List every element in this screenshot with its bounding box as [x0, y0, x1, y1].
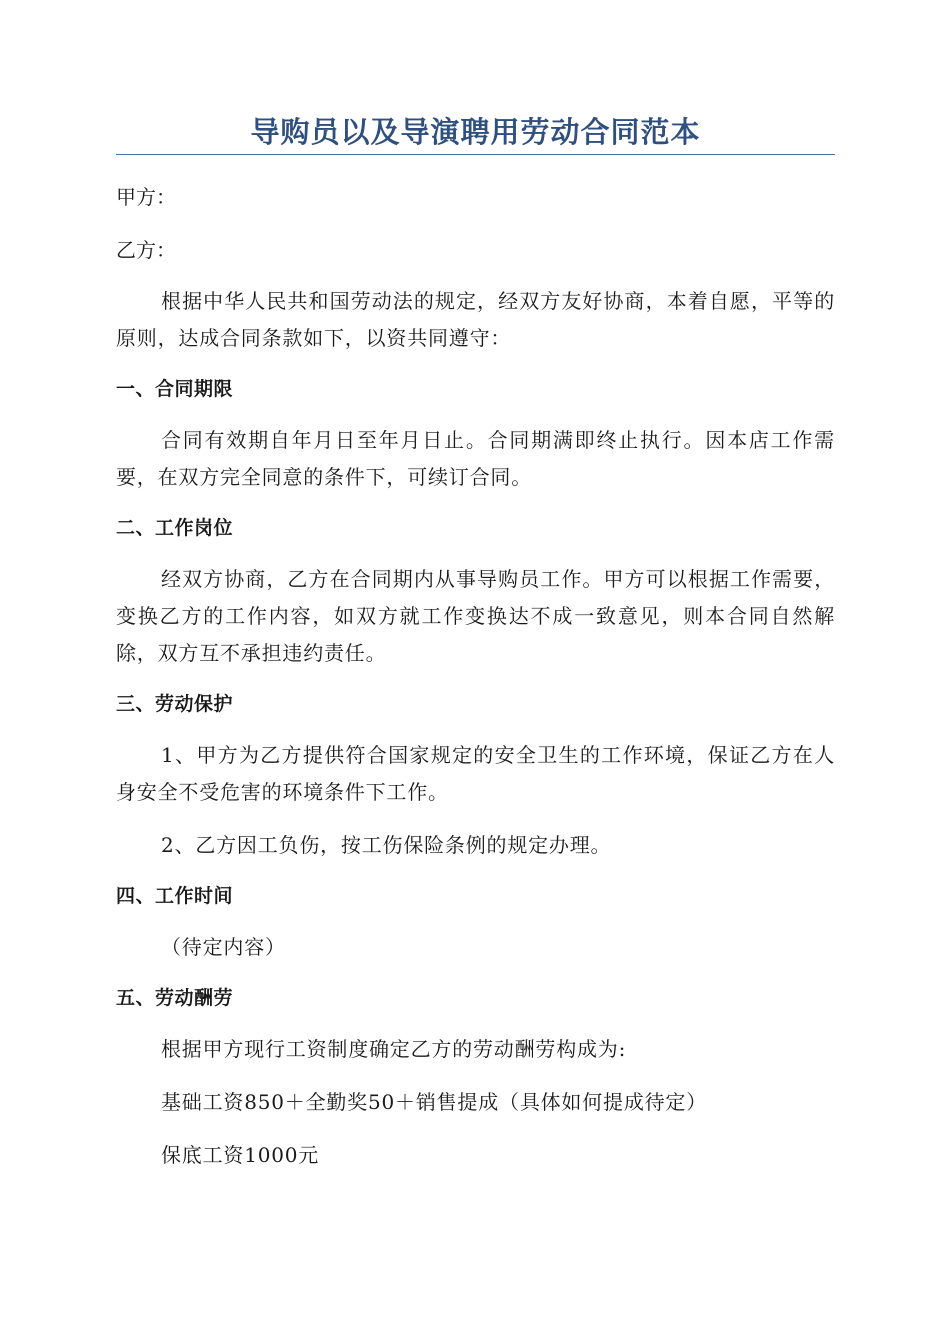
intro-paragraph: 根据中华人民共和国劳动法的规定，经双方友好协商，本着自愿，平等的原则，达成合同条款如下，以资共同遵守：: [116, 289, 835, 350]
section-pay-paragraph-1: 根据甲方现行工资制度确定乙方的劳动酬劳构成为:: [161, 1037, 627, 1061]
section-heading-term: 一、合同期限: [116, 378, 234, 400]
section-heading-protection: 三、劳动保护: [116, 693, 234, 715]
document-page: [116, 112, 835, 1174]
section-term-paragraph: 合同有效期自年月日至年月日止。合同期满即终止执行。因本店工作需要，在双方完全同意的条件下，可续订合同。: [116, 428, 835, 489]
document-title: 导购员以及导演聘用劳动合同范本: [116, 112, 835, 155]
section-heading-position: 二、工作岗位: [116, 517, 234, 539]
section-hours-paragraph: （待定内容）: [161, 935, 286, 959]
party-a-label: 甲方：: [116, 185, 176, 209]
section-protection-paragraph-1: 1、甲方为乙方提供符合国家规定的安全卫生的工作环境，保证乙方在人身安全不受危害的环境条件下工作。: [116, 743, 835, 804]
section-position-paragraph: 经双方协商，乙方在合同期内从事导购员工作。甲方可以根据工作需要，变换乙方的工作内容，如双方就工作变换达不成一致意见，则本合同自然解除，双方互不承担违约责任。: [116, 567, 835, 665]
section-pay-paragraph-3: 保底工资1000元: [161, 1143, 320, 1167]
section-heading-hours: 四、工作时间: [116, 885, 234, 907]
section-pay-paragraph-2: 基础工资850＋全勤奖50＋销售提成（具体如何提成待定）: [161, 1090, 708, 1114]
section-heading-pay: 五、劳动酬劳: [116, 987, 234, 1009]
section-protection-paragraph-2: 2、乙方因工负伤，按工伤保险条例的规定办理。: [161, 833, 612, 857]
party-b-label: 乙方：: [116, 238, 176, 262]
